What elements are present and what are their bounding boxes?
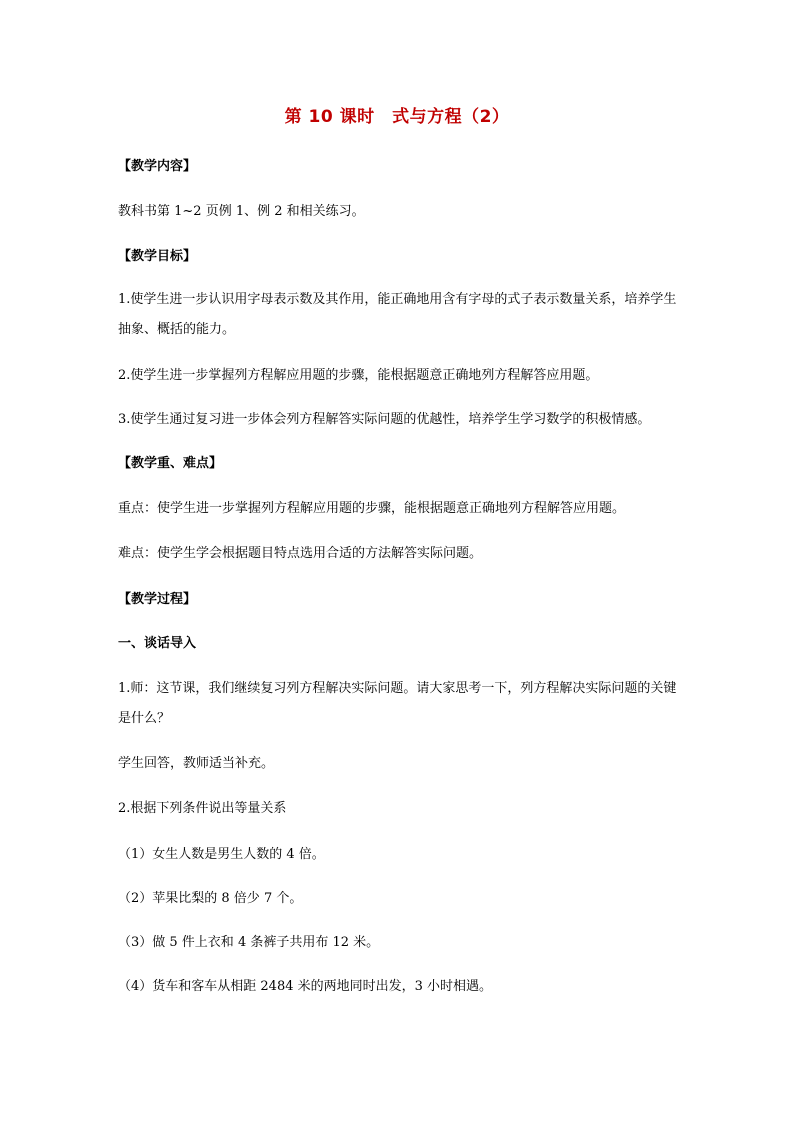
lesson-title: 第 10 课时 式与方程（2） bbox=[284, 107, 510, 127]
part-1-heading: 一、谈话导入 bbox=[118, 636, 197, 651]
difficult-point: 难点：使学生学会根据题目特点选用合适的方法解答实际问题。 bbox=[118, 546, 483, 561]
key-point: 重点：使学生进一步掌握列方程解应用题的步骤，能根据题意正确地列方程解答应用题。 bbox=[118, 501, 626, 516]
teaching-content-heading: 【教学内容】 bbox=[118, 159, 197, 174]
condition-1: （1）女生人数是男生人数的 4 倍。 bbox=[118, 847, 325, 862]
condition-2: （2）苹果比梨的 8 倍少 7 个。 bbox=[118, 891, 303, 906]
step-2: 2.根据下列条件说出等量关系 bbox=[118, 801, 287, 816]
goal-3: 3.使学生通过复习进一步体会列方程解答实际问题的优越性，培养学生学习数学的积极情感。 bbox=[118, 412, 651, 427]
teaching-content-text: 教科书第 1~2 页例 1、例 2 和相关练习。 bbox=[118, 204, 365, 219]
step-1-reply: 学生回答，教师适当补充。 bbox=[118, 756, 275, 771]
goal-1: 1.使学生进一步认识用字母表示数及其作用，能正确地用含有字母的式子表示数量关系，培养学生抽象、概括的能力。 bbox=[118, 292, 677, 337]
teaching-process-heading: 【教学过程】 bbox=[118, 592, 197, 607]
teaching-goals-heading: 【教学目标】 bbox=[118, 249, 197, 264]
step-1: 1.师：这节课，我们继续复习列方程解决实际问题。请大家思考一下，列方程解决实际问题的关键是什么？ bbox=[118, 681, 677, 726]
goal-2: 2.使学生进一步掌握列方程解应用题的步骤，能根据题意正确地列方程解答应用题。 bbox=[118, 368, 599, 383]
condition-3: （3）做 5 件上衣和 4 条裤子共用布 12 米。 bbox=[118, 935, 380, 950]
key-difficult-heading: 【教学重、难点】 bbox=[118, 456, 223, 471]
condition-4: （4）货车和客车从相距 2484 米的两地同时出发，3 小时相遇。 bbox=[118, 979, 493, 994]
